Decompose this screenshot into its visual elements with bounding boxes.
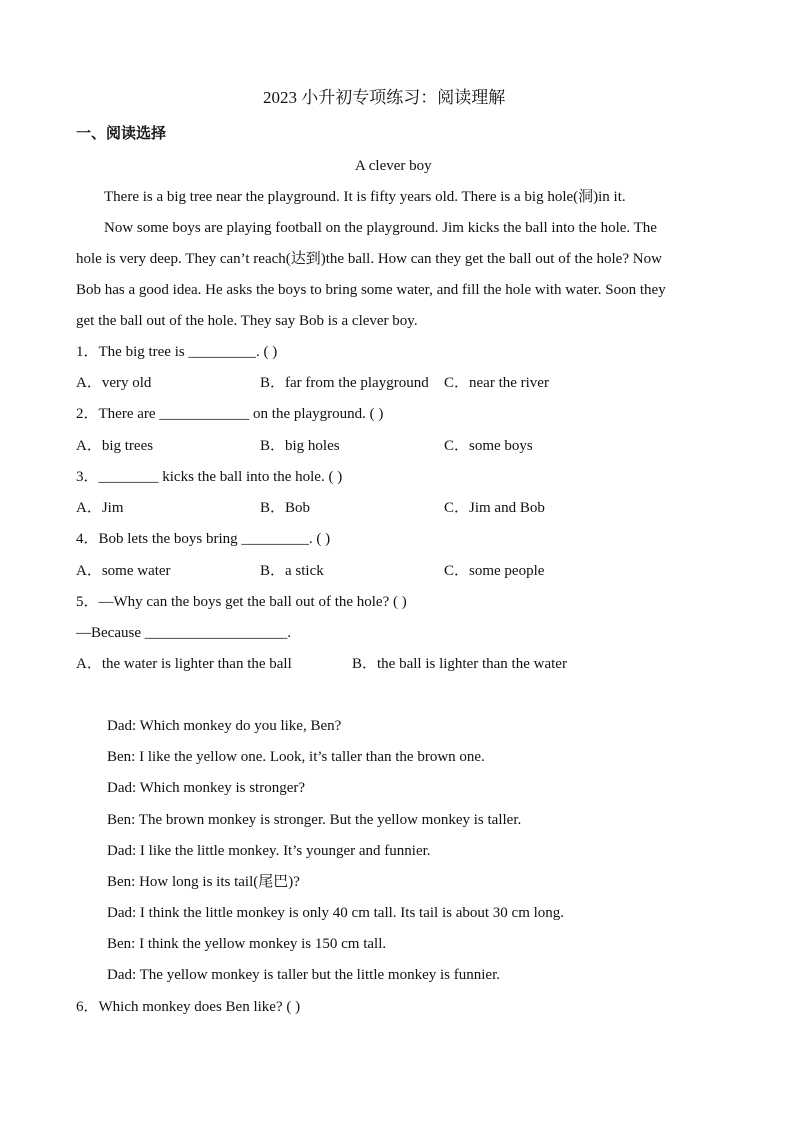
question-stem: 4．Bob lets the boys bring _________. ( ) — [76, 531, 331, 547]
option-a[interactable]: A．the water is lighter than the ball — [76, 656, 292, 672]
option-c[interactable]: C．some people — [444, 563, 545, 579]
answer-line: —Because ___________________. — [76, 625, 291, 641]
option-a[interactable]: A．Jim — [76, 500, 124, 516]
option-b[interactable]: B．big holes — [260, 438, 340, 454]
option-b[interactable]: B．Bob — [260, 500, 311, 516]
option-a[interactable]: A．some water — [76, 563, 171, 579]
option-b[interactable]: B．a stick — [260, 563, 324, 579]
dialogue-line: Ben: I like the yellow one. Look, it’s taller than the brown one. — [107, 749, 485, 765]
page-title: 2023 小升初专项练习：阅读理解 — [263, 88, 506, 107]
question-stem: 5．—Why can the boys get the ball out of the hole? ( ) — [76, 594, 407, 610]
option-c[interactable]: C．near the river — [444, 375, 549, 391]
dialogue-line: Dad: Which monkey do you like, Ben? — [107, 718, 342, 734]
dialogue-line: Dad: The yellow monkey is taller but the little monkey is funnier. — [107, 967, 500, 983]
option-b[interactable]: B．the ball is lighter than the water — [352, 656, 567, 672]
dialogue-line: Ben: How long is its tail(尾巴)? — [107, 874, 300, 890]
dialogue-line: Dad: I like the little monkey. It’s younger and funnier. — [107, 843, 431, 859]
question-stem: 1．The big tree is _________. ( ) — [76, 344, 278, 360]
question-stem: 3．________ kicks the ball into the hole. ( ) — [76, 469, 343, 485]
dialogue-line: Dad: Which monkey is stronger? — [107, 780, 306, 796]
option-a[interactable]: A．very old — [76, 375, 152, 391]
section-heading: 一、阅读选择 — [76, 124, 167, 142]
option-a[interactable]: A．big trees — [76, 438, 154, 454]
question-stem: 2．There are ____________ on the playground. ( ) — [76, 406, 384, 422]
passage-line: There is a big tree near the playground. It is fifty years old. There is a big hole(洞)in it. — [104, 189, 626, 205]
dialogue-line: Ben: I think the yellow monkey is 150 cm tall. — [107, 936, 387, 952]
option-b[interactable]: B．far from the playground — [260, 375, 429, 391]
dialogue-line: Ben: The brown monkey is stronger. But the yellow monkey is taller. — [107, 812, 522, 828]
question-stem: 6．Which monkey does Ben like? ( ) — [76, 999, 301, 1015]
passage-line: Bob has a good idea. He asks the boys to bring some water, and fill the hole with water. Soon they — [76, 282, 666, 298]
passage-heading: A clever boy — [355, 158, 432, 174]
option-c[interactable]: C．Jim and Bob — [444, 500, 545, 516]
passage-line: Now some boys are playing football on the playground. Jim kicks the ball into the hole. The — [104, 220, 657, 236]
passage-line: get the ball out of the hole. They say Bob is a clever boy. — [76, 313, 418, 329]
passage-line: hole is very deep. They can’t reach(达到)the ball. How can they get the ball out of the hole? Now — [76, 251, 662, 267]
dialogue-line: Dad: I think the little monkey is only 40 cm tall. Its tail is about 30 cm long. — [107, 905, 565, 921]
option-c[interactable]: C．some boys — [444, 438, 533, 454]
